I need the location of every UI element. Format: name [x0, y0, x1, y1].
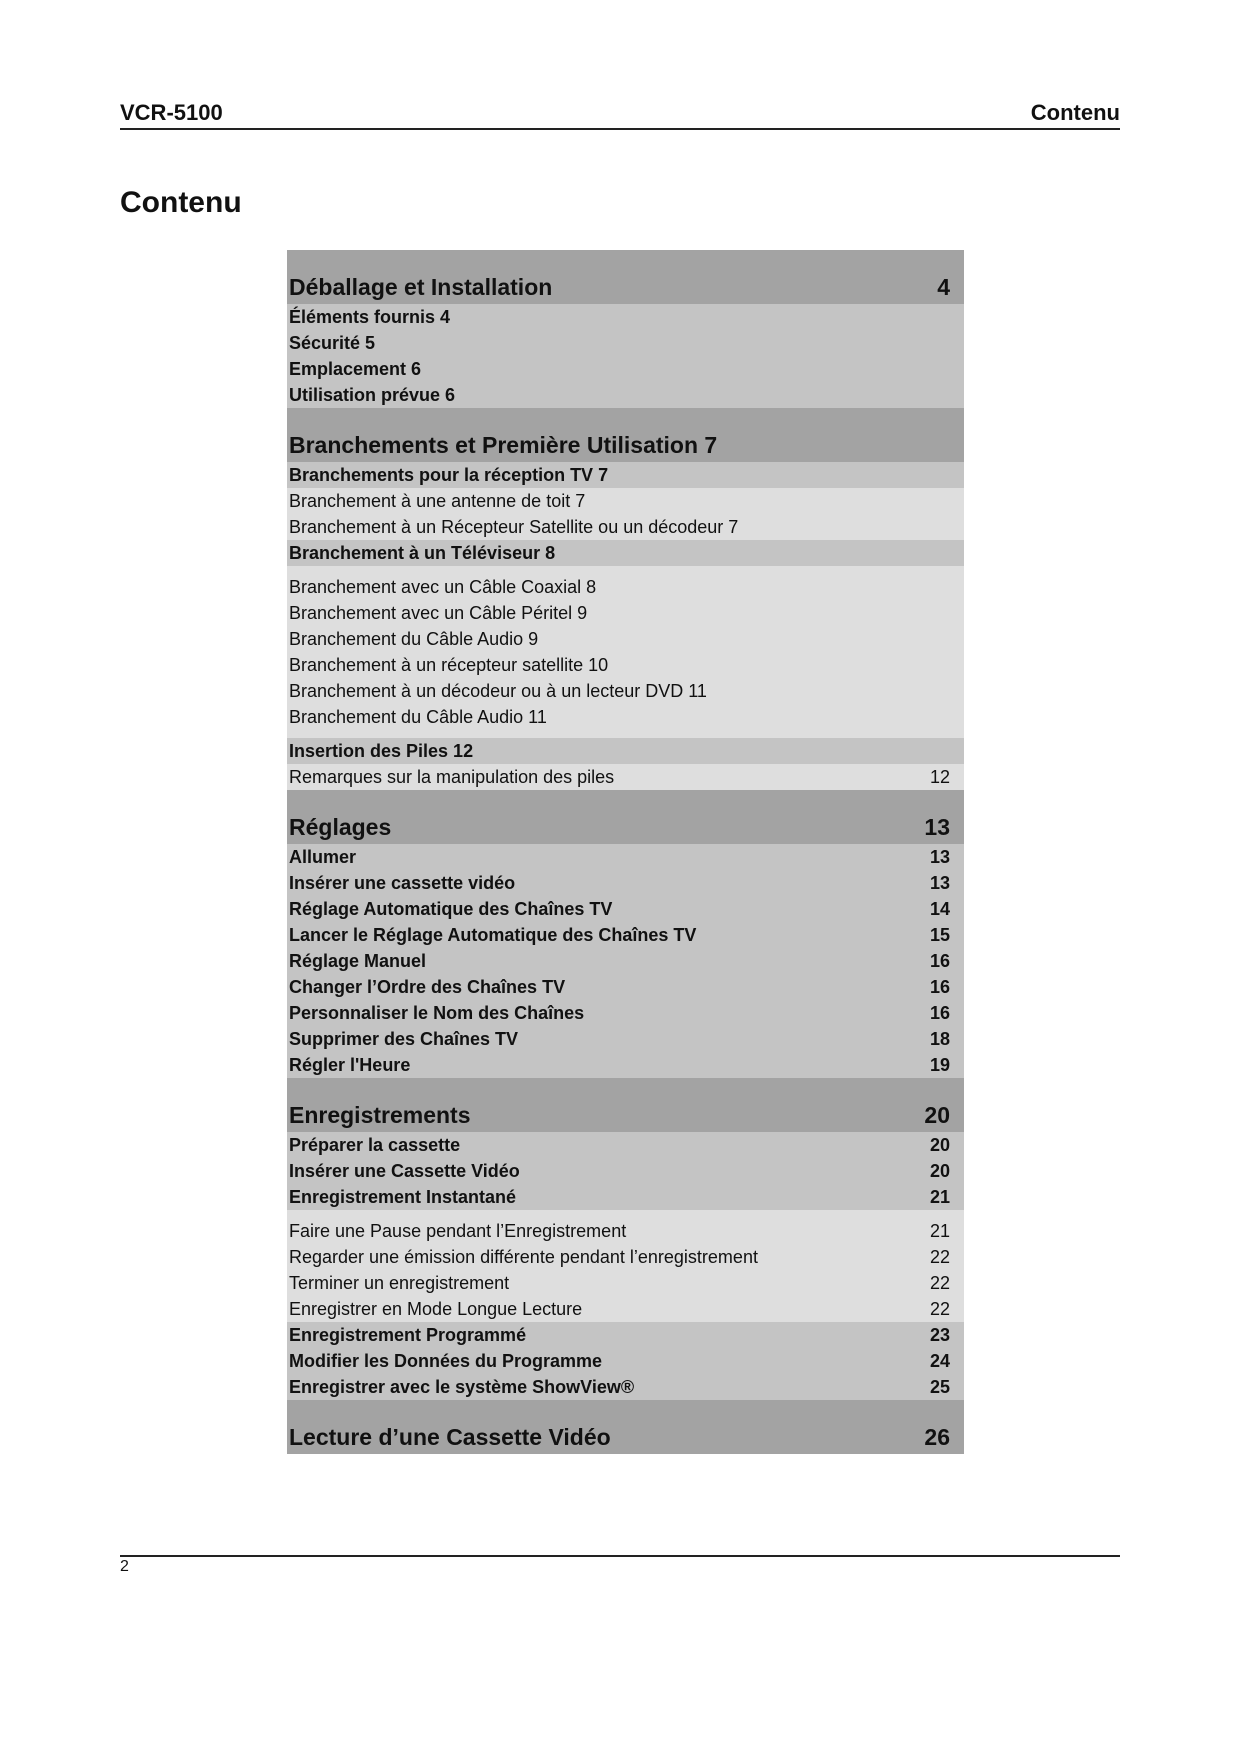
toc-entry-title: Réglage Manuel: [289, 951, 427, 971]
toc-entry-title: Réglages: [289, 814, 392, 840]
toc-section-row[interactable]: [287, 1000, 964, 1026]
toc-entry-page: 20: [929, 1135, 950, 1155]
toc-section-row[interactable]: [287, 356, 964, 382]
toc-section-row[interactable]: [287, 948, 964, 974]
toc-entry-title: Faire une Pause pendant l’Enregistrement: [289, 1221, 627, 1241]
toc-entry-page: 16: [929, 951, 950, 971]
toc-entry-page: 20: [929, 1161, 950, 1181]
toc-entry-title: Insertion des Piles 12: [289, 741, 474, 761]
toc-entry-title: Regarder une émission différente pendant l’enregistrement: [289, 1247, 758, 1267]
toc-section-row[interactable]: [287, 1348, 964, 1374]
toc-entry-page: 12: [929, 767, 950, 787]
toc-entry-page: 21: [929, 1187, 950, 1207]
toc-sub-row[interactable]: [287, 678, 964, 704]
toc-section-row[interactable]: [287, 1158, 964, 1184]
toc-entry-title: Branchement à un Récepteur Satellite ou un décodeur 7: [289, 517, 739, 537]
toc-entry-title: Allumer: [289, 847, 357, 867]
toc-section-row[interactable]: [287, 462, 964, 488]
toc-entry-page: 14: [929, 899, 950, 919]
toc-sub-row[interactable]: [287, 566, 964, 600]
toc-entry-title: Branchements pour la réception TV 7: [289, 465, 609, 485]
toc-entry-title: Personnaliser le Nom des Chaînes: [289, 1003, 585, 1023]
toc-section-row[interactable]: [287, 922, 964, 948]
toc-section-row[interactable]: [287, 896, 964, 922]
toc-entry-title: Modifier les Données du Programme: [289, 1351, 603, 1371]
toc-sub-row[interactable]: [287, 1270, 964, 1296]
toc-section-row[interactable]: [287, 1374, 964, 1400]
toc-entry-title: Utilisation prévue 6: [289, 385, 456, 405]
toc-entry-title: Régler l'Heure: [289, 1055, 411, 1075]
page-title: Contenu: [120, 186, 242, 219]
toc-section-row[interactable]: [287, 304, 964, 330]
toc-section-row[interactable]: [287, 870, 964, 896]
toc-sub-row[interactable]: [287, 1244, 964, 1270]
toc-section-row[interactable]: [287, 1052, 964, 1078]
toc-entry-page: 13: [929, 847, 950, 867]
toc-entry-page: 16: [929, 977, 950, 997]
toc-entry-title: Branchement du Câble Audio 11: [289, 707, 547, 727]
toc-sub-row[interactable]: [287, 600, 964, 626]
toc-entry-page: 23: [929, 1325, 950, 1345]
toc-sub-row[interactable]: [287, 764, 964, 790]
toc-section-row[interactable]: [287, 844, 964, 870]
table-of-contents: [287, 250, 964, 1454]
toc-chapter-row[interactable]: [287, 1400, 964, 1454]
toc-entry-title: Branchement avec un Câble Coaxial 8: [289, 577, 597, 597]
toc-section-row[interactable]: [287, 974, 964, 1000]
toc-entry-title: Branchement à un décodeur ou à un lecteur DVD 11: [289, 681, 707, 701]
toc-chapter-row[interactable]: [287, 408, 964, 462]
section-name: Contenu: [1030, 100, 1120, 125]
footer-rule: [120, 1555, 1120, 1557]
toc-entry-title: Enregistrement Programmé: [289, 1325, 527, 1345]
toc-entry-page: 21: [929, 1221, 950, 1241]
toc-sub-row[interactable]: [287, 514, 964, 540]
toc-entry-page: 13: [924, 814, 950, 840]
toc-entry-title: Enregistrement Instantané: [289, 1187, 517, 1207]
toc-sub-row[interactable]: [287, 488, 964, 514]
toc-chapter-row[interactable]: [287, 250, 964, 304]
toc-entry-title: Préparer la cassette: [289, 1135, 461, 1155]
toc-entry-title: Supprimer des Chaînes TV: [289, 1029, 519, 1049]
toc-section-row[interactable]: [287, 382, 964, 408]
toc-entry-page: 4: [937, 274, 950, 300]
toc-entry-page: 25: [929, 1377, 950, 1397]
toc-entry-page: 19: [929, 1055, 950, 1075]
toc-entry-page: 13: [929, 873, 950, 893]
toc-entry-page: 18: [929, 1029, 950, 1049]
toc-entry-page: 22: [929, 1299, 950, 1319]
toc-entry-title: Réglage Automatique des Chaînes TV: [289, 899, 613, 919]
toc-entry-title: Emplacement 6: [289, 359, 422, 379]
toc-sub-row[interactable]: [287, 704, 964, 738]
toc-entry-title: Enregistrer avec le système ShowView®: [289, 1377, 635, 1397]
toc-entry-title: Lancer le Réglage Automatique des Chaînes TV: [289, 925, 697, 945]
toc-entry-title: Branchements et Première Utilisation 7: [289, 432, 718, 458]
toc-entry-title: Insérer une cassette vidéo: [289, 873, 516, 893]
toc-chapter-row[interactable]: [287, 1078, 964, 1132]
toc-entry-page: 22: [929, 1247, 950, 1267]
toc-entry-title: Enregistrements: [289, 1102, 471, 1128]
toc-entry-page: 26: [924, 1424, 950, 1450]
toc-section-row[interactable]: [287, 540, 964, 566]
model-name: VCR-5100: [120, 100, 223, 125]
toc-sub-row[interactable]: [287, 652, 964, 678]
toc-entry-page: 20: [924, 1102, 950, 1128]
toc-entry-title: Déballage et Installation: [289, 274, 553, 300]
toc-entry-title: Branchement à un Téléviseur 8: [289, 543, 556, 563]
toc-entry-title: Éléments fournis 4: [289, 307, 451, 327]
toc-entry-title: Changer l’Ordre des Chaînes TV: [289, 977, 566, 997]
toc-section-row[interactable]: [287, 1184, 964, 1210]
toc-entry-title: Branchement à un récepteur satellite 10: [289, 655, 609, 675]
toc-entry-title: Branchement à une antenne de toit 7: [289, 491, 586, 511]
toc-entry-title: Lecture d’une Cassette Vidéo: [289, 1424, 611, 1450]
toc-entry-page: 15: [929, 925, 950, 945]
toc-section-row[interactable]: [287, 330, 964, 356]
toc-section-row[interactable]: [287, 1322, 964, 1348]
toc-section-row[interactable]: [287, 738, 964, 764]
toc-entry-page: 22: [929, 1273, 950, 1293]
toc-entry-title: Branchement du Câble Audio 9: [289, 629, 539, 649]
toc-entry-title: Branchement avec un Câble Péritel 9: [289, 603, 588, 623]
toc-section-row[interactable]: [287, 1026, 964, 1052]
toc-entry-page: 16: [929, 1003, 950, 1023]
toc-entry-page: 24: [929, 1351, 950, 1371]
toc-section-row[interactable]: [287, 1132, 964, 1158]
toc-entry-title: Remarques sur la manipulation des piles: [289, 767, 615, 787]
toc-entry-title: Terminer un enregistrement: [289, 1273, 510, 1293]
toc-entry-title: Sécurité 5: [289, 333, 376, 353]
toc-entry-title: Enregistrer en Mode Longue Lecture: [289, 1299, 583, 1319]
toc-sub-row[interactable]: [287, 1296, 964, 1322]
page-header: [120, 100, 1120, 130]
toc-entry-title: Insérer une Cassette Vidéo: [289, 1161, 520, 1181]
toc-chapter-row[interactable]: [287, 790, 964, 844]
toc-sub-row[interactable]: [287, 1210, 964, 1244]
toc-sub-row[interactable]: [287, 626, 964, 652]
page-number: 2: [120, 1558, 129, 1575]
